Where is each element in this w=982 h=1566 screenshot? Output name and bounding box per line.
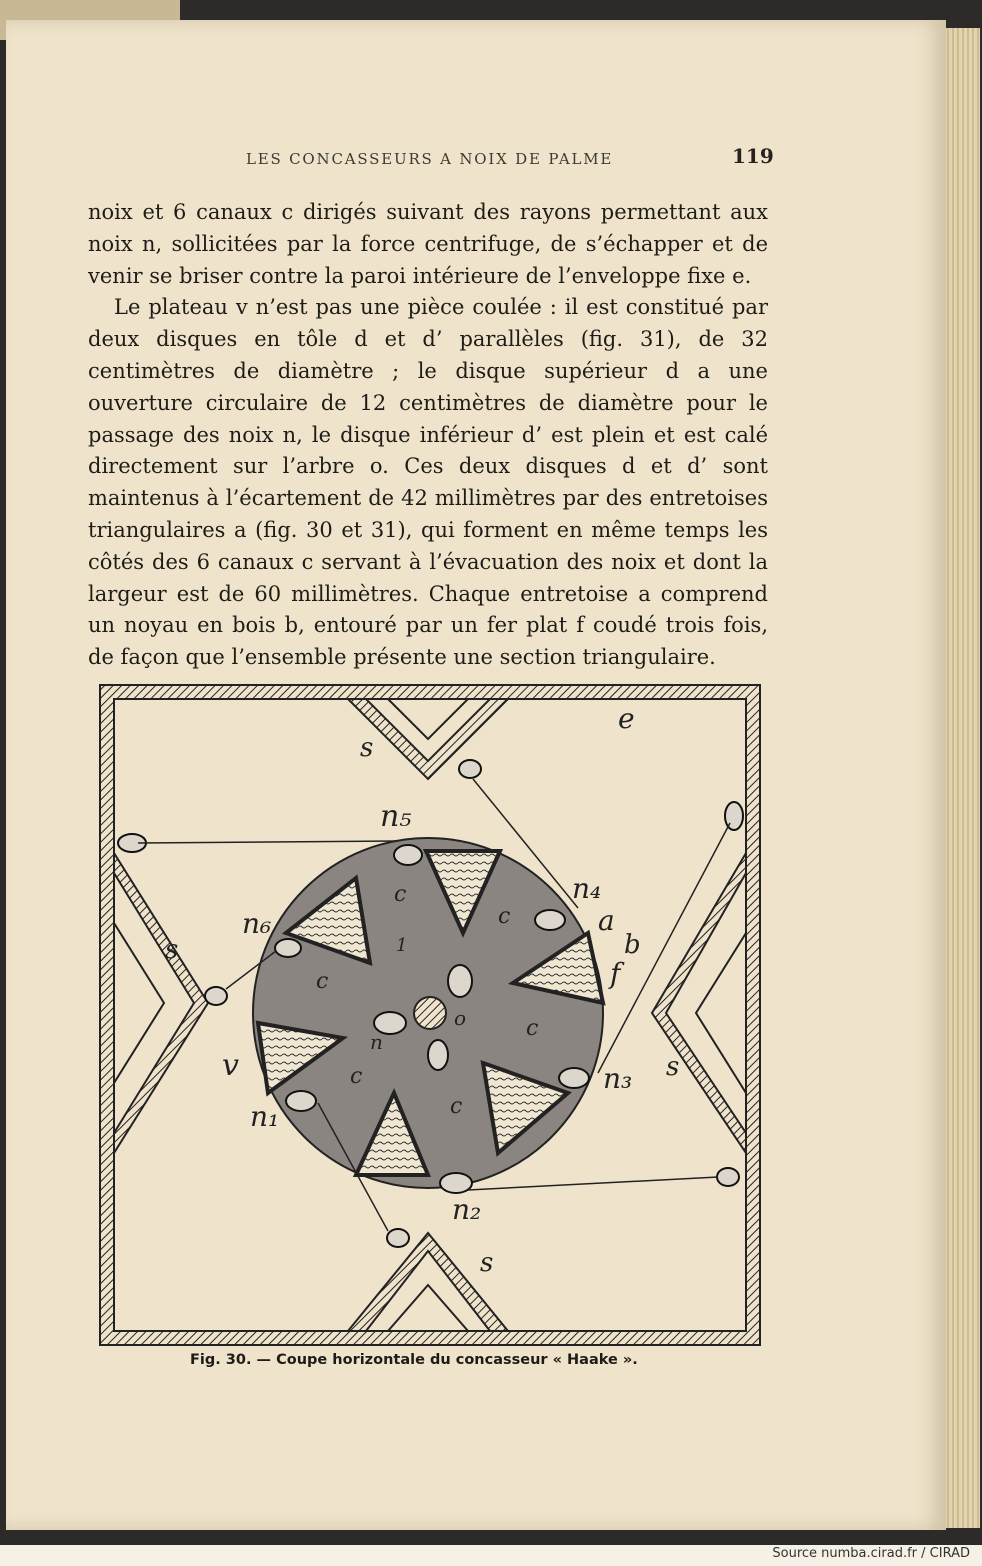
running-title: LES CONCASSEURS A NOIX DE PALME (246, 150, 614, 168)
label-c-6: c (316, 969, 329, 994)
nut (428, 1040, 448, 1070)
label-c-3: c (526, 1016, 539, 1041)
left-wedge-inner (114, 923, 164, 1083)
trajectory-n5 (138, 841, 398, 843)
nut (535, 910, 565, 930)
label-n-center: n (370, 1030, 383, 1054)
source-credit: Source numba.cirad.fr / CIRAD (772, 1546, 970, 1561)
paragraph-2: Le plateau v n’est pas une pièce coulée : il est constitué par deux disques en tôle d et d’ parallèles (fig. 31), de 32 centimètres de diamètre ; le disque supérieur d a une ouverture circulaire de 12 centimètres de diamètre pour le passage des noix n, le disque inférieur d’ est plein et est calé directement sur l’arbre o. Ces deux disques d et d’ sont maintenus à l’écartement de 42 millimètres par des entretoises triangulaires a (fig. 30 et 31), qui forment en même temps les côtés des 6 canaux c servant à l’évacuation des noix et dont la largeur est de 60 millimètres. Chaque entretoise a comprend un noyau en bois b, entouré par un fer plat f coudé trois fois, de façon que l’ensemble présente une section triangulaire. (88, 295, 768, 670)
label-f: f (610, 957, 621, 990)
nut (559, 1068, 589, 1088)
label-v: v (222, 1048, 239, 1083)
label-rotation: 1 (396, 935, 408, 956)
page-edges (944, 28, 980, 1528)
label-o: o (454, 1006, 467, 1030)
nut (448, 965, 472, 997)
label-c-1: c (394, 882, 407, 907)
label-s-right: s (666, 1052, 680, 1082)
shaft (414, 997, 446, 1029)
nut (387, 1229, 409, 1247)
nut (205, 987, 227, 1005)
label-c-4: c (450, 1094, 463, 1119)
nut (286, 1091, 316, 1111)
label-c-2: c (498, 904, 511, 929)
label-s-bottom: s (480, 1248, 494, 1278)
label-e: e (618, 702, 635, 735)
label-s-left: s (165, 935, 179, 965)
paragraph-1: noix et 6 canaux c dirigés suivant des rayons permettant aux noix n, sollicitées par la force centrifuge, de s’échapper et de venir se briser contre la paroi intérieure de l’enveloppe fixe e. (88, 200, 768, 288)
nut (394, 845, 422, 865)
figure-caption: Fig. 30. — Coupe horizontale du concasseur « Haake ». (190, 1352, 638, 1368)
label-n5: n₅ (380, 799, 412, 834)
page-header (0, 144, 982, 172)
nut (440, 1173, 472, 1193)
label-n4: n₄ (572, 872, 602, 905)
label-b: b (624, 930, 641, 960)
nut (717, 1168, 739, 1186)
label-n2: n₂ (452, 1193, 482, 1226)
label-s-top: s (360, 733, 374, 763)
label-n3: n₃ (603, 1062, 633, 1095)
label-n6: n₆ (242, 907, 272, 940)
nut (459, 760, 481, 778)
page-number: 119 (732, 144, 774, 168)
figure-30-drawing (98, 683, 762, 1347)
label-c-5: c (350, 1064, 363, 1089)
body-text (88, 197, 768, 674)
nut (275, 939, 301, 957)
label-n1: n₁ (250, 1100, 280, 1133)
trajectory-n2 (468, 1177, 718, 1190)
bottom-wedge-inner (388, 1285, 468, 1331)
label-a: a (598, 904, 615, 937)
